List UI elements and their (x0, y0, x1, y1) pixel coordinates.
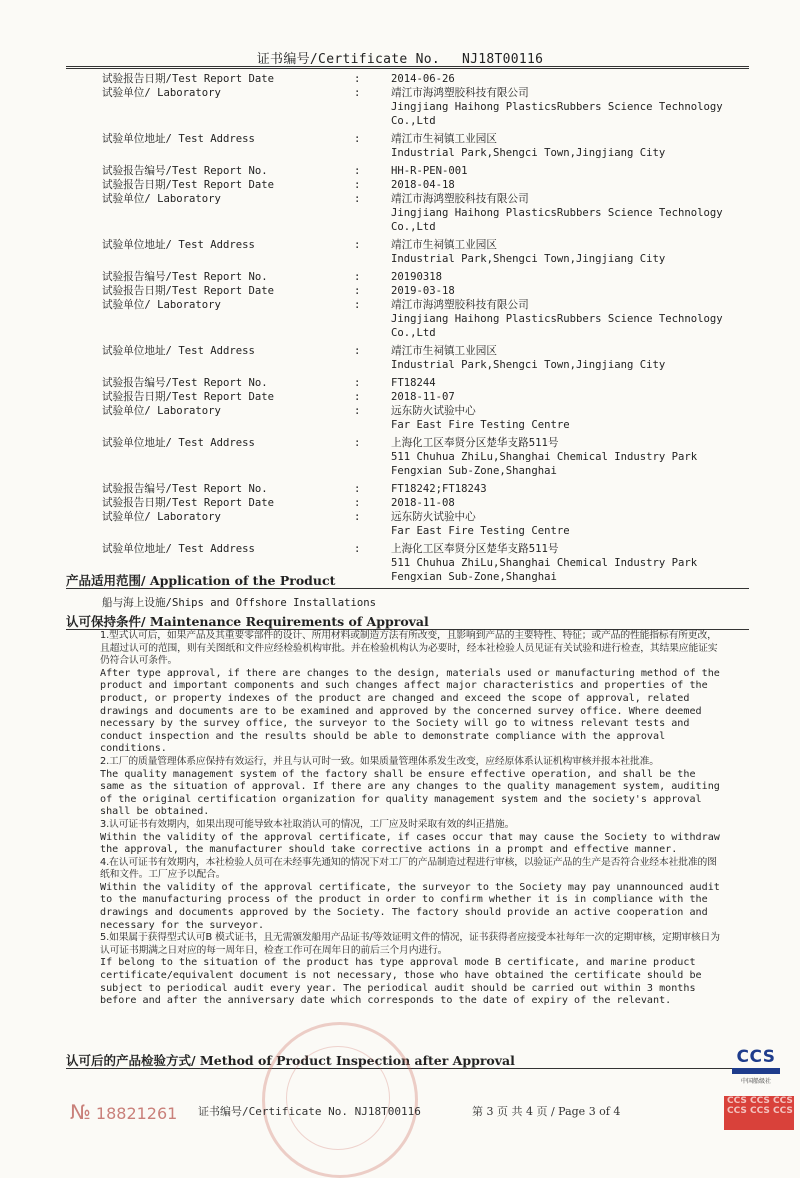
record-value: Industrial Park,Shengci Town,Jingjiang City (391, 253, 666, 265)
record-row (0, 114, 800, 128)
record-value: 靖江市生祠镇工业园区 (391, 345, 497, 357)
record-label: 试验单位地址/ Test Address (102, 239, 255, 251)
record-row (0, 450, 800, 464)
record-row (0, 524, 800, 538)
record-row (0, 284, 800, 298)
footer-cert-label: 证书编号/Certificate No. (198, 1105, 348, 1118)
record-separator: : (354, 299, 361, 311)
record-separator: : (354, 377, 361, 389)
record-value: 靖江市生祠镇工业园区 (391, 133, 497, 145)
record-separator: : (354, 391, 361, 403)
record-label: 试验单位/ Laboratory (102, 405, 221, 417)
serial-value: 18821261 (95, 1104, 178, 1123)
record-label: 试验报告日期/Test Report Date (102, 285, 274, 297)
record-separator: : (354, 511, 361, 523)
record-label: 试验报告日期/Test Report Date (102, 391, 274, 403)
record-value: 远东防火试验中心 (391, 405, 476, 417)
record-value: Co.,Ltd (391, 221, 436, 233)
maintenance-heading: 认可保持条件/ Maintenance Requirements of Approval (66, 614, 429, 629)
record-value: 上海化工区奉贤分区楚华支路511号 (391, 543, 559, 555)
record-row (0, 298, 800, 312)
record-value: FT18244 (391, 377, 436, 389)
maintenance-body (100, 630, 722, 1008)
ccs-logo-text: CCS (736, 1047, 776, 1067)
record-value: Jingjiang Haihong PlasticsRubbers Science Technology (391, 207, 723, 219)
record-row (0, 326, 800, 340)
record-value: Co.,Ltd (391, 327, 436, 339)
record-separator: : (354, 543, 361, 555)
record-value: 2018-11-07 (391, 391, 455, 403)
record-value: Jingjiang Haihong PlasticsRubbers Science Technology (391, 313, 723, 325)
record-value: 靖江市海鸿塑胶科技有限公司 (391, 299, 529, 311)
record-row (0, 132, 800, 146)
record-label: 试验报告编号/Test Report No. (102, 271, 268, 283)
record-label: 试验单位/ Laboratory (102, 511, 221, 523)
ccs-pattern-strip: CCS CCS CCS CCS CCS CCS (724, 1096, 794, 1130)
record-row (0, 404, 800, 418)
record-separator: : (354, 133, 361, 145)
record-value: 20190318 (391, 271, 443, 283)
record-row (0, 542, 800, 556)
record-row (0, 510, 800, 524)
record-row (0, 72, 800, 86)
page-indicator: 第 3 页 共 4 页 / Page 3 of 4 (472, 1105, 621, 1118)
record-separator: : (354, 271, 361, 283)
header-rule (66, 66, 749, 69)
record-separator: : (354, 285, 361, 297)
application-text: 船与海上设施/Ships and Offshore Installations (102, 597, 377, 609)
ccs-logo-subtext: 中国船级社 (740, 1078, 771, 1085)
record-row (0, 192, 800, 206)
record-separator: : (354, 73, 361, 85)
application-heading: 产品适用范围/ Application of the Product (66, 573, 336, 588)
record-row (0, 358, 800, 372)
record-value: Co.,Ltd (391, 115, 436, 127)
record-label: 试验报告日期/Test Report Date (102, 73, 274, 85)
record-value: 远东防火试验中心 (391, 511, 476, 523)
record-separator: : (354, 497, 361, 509)
record-row (0, 178, 800, 192)
record-row (0, 418, 800, 432)
record-row (0, 220, 800, 234)
record-value: Far East Fire Testing Centre (391, 525, 570, 537)
record-value: 2018-04-18 (391, 179, 455, 191)
maintenance-item-cn: 1.型式认可后，如果产品及其重要零部件的设计、所用材料或制造方法有所改变，且影响到产品的主要特性、特征；或产品的性能指标有所更改，且超过认可的范围，则有关图纸和文件应经检验机构审批。并在检验机构认为必要时，经本社检验人员见证有关试验和进行检查，其结果应能证实仍符合认可条件。 (100, 630, 718, 667)
record-label: 试验单位地址/ Test Address (102, 133, 255, 145)
record-value: Jingjiang Haihong PlasticsRubbers Science Technology (391, 101, 723, 113)
footer-cert-number: NJ18T00116 (354, 1105, 421, 1118)
record-label: 试验单位地址/ Test Address (102, 543, 255, 555)
record-row (0, 86, 800, 100)
record-value: HH-R-PEN-001 (391, 165, 468, 177)
record-value: FT18242;FT18243 (391, 483, 487, 495)
record-separator: : (354, 165, 361, 177)
record-separator: : (354, 405, 361, 417)
record-value: 511 Chuhua ZhiLu,Shanghai Chemical Industry Park (391, 557, 698, 569)
application-rule (66, 588, 749, 589)
record-label: 试验报告编号/Test Report No. (102, 483, 268, 495)
record-value: 2019-03-18 (391, 285, 455, 297)
record-row (0, 390, 800, 404)
maintenance-item-cn: 5.如果属于获得型式认可B 模式证书，且无需颁发船用产品证书/等效证明文件的情况，证书获得者应接受本社每年一次的定期审核，定期审核日为认可证书期满之日对应的每一周年日，检查工作可在周年日的前后三个月内进行。 (100, 932, 720, 956)
record-separator: : (354, 87, 361, 99)
record-value: Industrial Park,Shengci Town,Jingjiang City (391, 147, 666, 159)
record-label: 试验单位/ Laboratory (102, 299, 221, 311)
record-row (0, 376, 800, 390)
record-row (0, 312, 800, 326)
record-value: 511 Chuhua ZhiLu,Shanghai Chemical Industry Park (391, 451, 698, 463)
record-row (0, 146, 800, 160)
record-row (0, 436, 800, 450)
record-value: 2014-06-26 (391, 73, 455, 85)
record-row (0, 252, 800, 266)
record-row (0, 482, 800, 496)
record-separator: : (354, 239, 361, 251)
record-row (0, 464, 800, 478)
record-separator: : (354, 179, 361, 191)
record-label: 试验报告编号/Test Report No. (102, 377, 268, 389)
header-cert-number: NJ18T00116 (461, 52, 544, 67)
record-value: 上海化工区奉贤分区楚华支路511号 (391, 437, 559, 449)
maintenance-item-en: After type approval, if there are changes to the design, materials used or manufacturing method of the product and important components and such changes affect major characteristics and properties of the product, or property indexes of the product are changed and exceed the scope of approval, related drawings and documents are to be examined and approved by the concerned survey office. Where deemed necessary by the survey office, the surveyor to the Society will go to witness relevant tests and conduct inspection and the results should be able to demonstrate compliance with the approval conditions. (100, 667, 720, 755)
record-row (0, 496, 800, 510)
record-row (0, 100, 800, 114)
record-separator: : (354, 193, 361, 205)
record-label: 试验报告日期/Test Report Date (102, 179, 274, 191)
record-separator: : (354, 437, 361, 449)
header-cert-label: 证书编号/Certificate No. (256, 52, 440, 67)
record-row (0, 556, 800, 570)
page-header (0, 48, 800, 67)
record-separator: : (354, 483, 361, 495)
ccs-logo (728, 1048, 784, 1096)
maintenance-item-cn: 4.在认可证书有效期内，本社检验人员可在未经事先通知的情况下对工厂的产品制造过程进行审核，以验证产品的生产是否符合业经本社批准的图纸和文件。工厂应予以配合。 (100, 856, 717, 881)
record-value: 靖江市生祠镇工业园区 (391, 239, 497, 251)
record-value: Fengxian Sub-Zone,Shanghai (391, 571, 557, 583)
maintenance-item-cn: 2.工厂的质量管理体系应保持有效运行，并且与认可时一致。如果质量管理体系发生改变，应经原体系认证机构审核并报本社批准。 (100, 755, 659, 767)
ccs-logo-bar (732, 1068, 780, 1074)
record-value: Fengxian Sub-Zone,Shanghai (391, 465, 557, 477)
record-row (0, 164, 800, 178)
record-separator: : (354, 345, 361, 357)
seal-stamp-inner (286, 1046, 390, 1150)
maintenance-item-en: If belong to the situation of the product has type approval mode B certificate, and marine product certificate/equivalent document is not necessary, those who have obtained the certificate should be subject to periodical audit every year. The periodical audit should be carried out within 3 months before and after the anniversary date which corresponds to the date of expiry of the relevant. (100, 957, 702, 1007)
record-row (0, 206, 800, 220)
footer-cert (198, 1103, 421, 1119)
record-label: 试验单位/ Laboratory (102, 87, 221, 99)
record-label: 试验单位地址/ Test Address (102, 437, 255, 449)
record-value: Industrial Park,Shengci Town,Jingjiang City (391, 359, 666, 371)
record-row (0, 238, 800, 252)
maintenance-item-en: Within the validity of the approval certificate, the surveyor to the Society may pay unannounced audit to the manufacturing process of the product in order to confirm whether it is in compliance with the drawings and documents approved by the Society. The factory should provide an active cooperation and necessary for the surveyor. (100, 881, 720, 931)
serial-number (70, 1100, 177, 1124)
maintenance-item-cn: 3.认可证书有效期内，如果出现可能导致本社取消认可的情况，工厂应及时采取有效的纠正措施。 (100, 818, 515, 830)
maintenance-item-en: The quality management system of the factory shall be ensure effective operation, and shall be the same as the situation of approval. If there are any changes to the quality management system, auditing of the original certification organization for quality management system and the society's approval shall be obtained. (100, 768, 720, 818)
serial-symbol: № (70, 1100, 91, 1124)
record-value: 靖江市海鸿塑胶科技有限公司 (391, 193, 529, 205)
record-label: 试验报告编号/Test Report No. (102, 165, 268, 177)
maintenance-item-en: Within the validity of the approval certificate, if cases occur that may cause the Society to withdraw the approval, the manufacturer should take corrective actions in a prompt and effective manner. (100, 831, 720, 856)
record-label: 试验报告日期/Test Report Date (102, 497, 274, 509)
record-label: 试验单位/ Laboratory (102, 193, 221, 205)
record-value: 2018-11-08 (391, 497, 455, 509)
inspection-heading: 认可后的产品检验方式/ Method of Product Inspection after Approval (66, 1053, 515, 1068)
record-value: 靖江市海鸿塑胶科技有限公司 (391, 87, 529, 99)
record-value: Far East Fire Testing Centre (391, 419, 570, 431)
record-row (0, 344, 800, 358)
record-label: 试验单位地址/ Test Address (102, 345, 255, 357)
record-row (0, 270, 800, 284)
